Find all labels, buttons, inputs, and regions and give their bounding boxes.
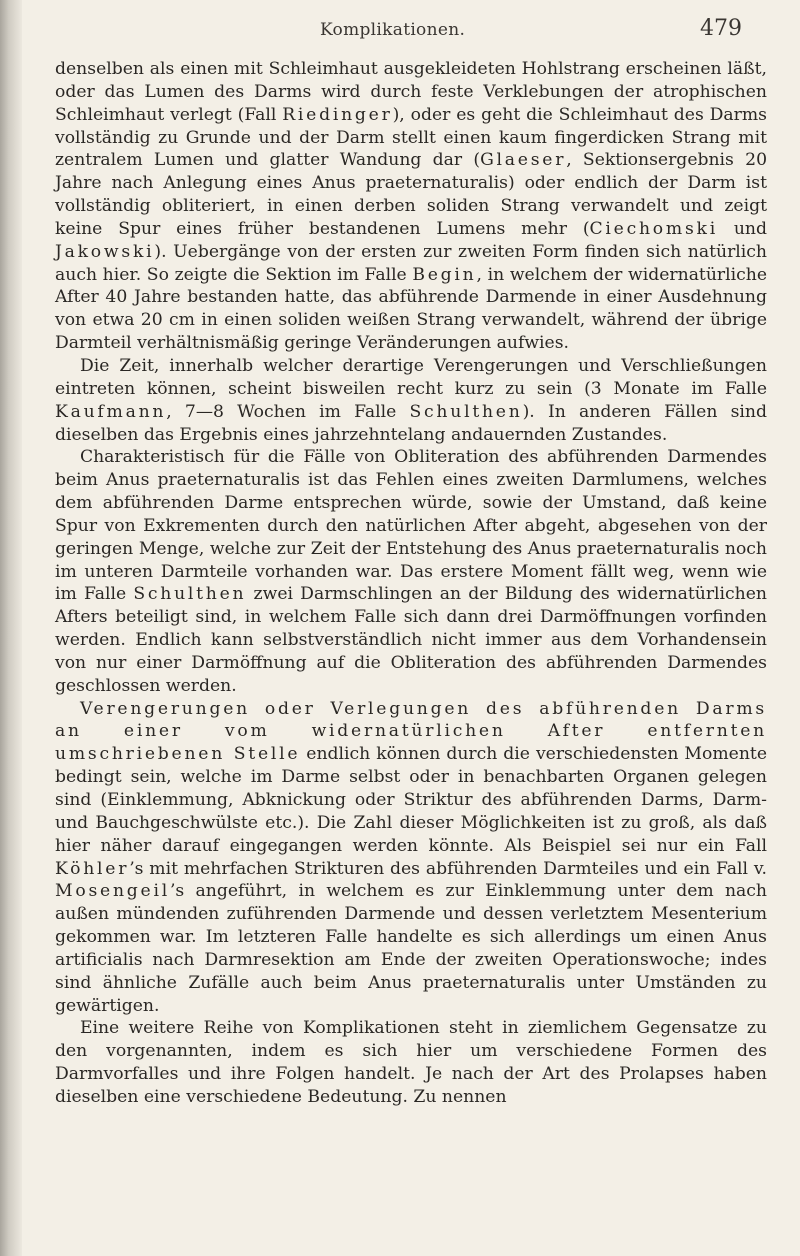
spaced-name: Kaufmann — [55, 401, 167, 422]
spaced-name: Schulthen — [133, 584, 247, 605]
paragraph-2 — [55, 355, 767, 446]
spaced-name: Köhler — [55, 858, 130, 879]
paragraph-1 — [55, 58, 767, 355]
text-run: Eine weitere Reihe von Komplikationen steht in ziemlichem Gegensatze zu den vorgenannten, indem es sich hier um verschiedene Formen des Darmvorfalles und ihre Folgen handelt. Je nach der Art des Prolapses haben dieselben eine verschiedene Bedeutung. Zu nennen — [55, 1018, 767, 1107]
paragraph-5 — [55, 1017, 767, 1108]
spaced-name: Mosengeil — [55, 881, 170, 902]
text-run: , in welchem der widernatürliche After 40 Jahre bestanden hatte, das abführende Darmende in einer Ausdehnung von etwa 20 cm in einen soliden weißen Strang verwandelt, während der übrige Darmteil verhältnismäßig geringe Veränderungen aufwies. — [55, 264, 767, 354]
text-run: denselben als einen mit Schleimhaut ausgekleideten Hohlstrang erscheinen läßt, oder das Lumen des Darms wird durch feste Verklebungen der atrophischen Schleimhaut verlegt (Fall — [55, 59, 767, 125]
spaced-name: Verengerungen oder Verlegungen des abführenden Darms an einer vom widernatürlichen After entfernten umschriebenen Stelle — [55, 698, 767, 765]
spaced-name: Begin — [412, 264, 477, 285]
paragraph-3 — [55, 446, 767, 697]
text-run: ’s mit mehrfachen Strikturen des abführenden Darmteiles und ein Fall v. — [129, 858, 767, 879]
text-run: endlich können durch die verschiedensten Momente bedingt sein, welche im Darme selbst oder in benachbarten Organen gelegen sind (Einklemmung, Abknickung oder Striktur des abführenden Darms, Darm- und Bauchgeschwülste etc.). Die Zahl dieser Möglichkeiten ist zu groß, als daß hier näher darauf eingegangen werden könnte. Als Beispiel sei nur ein Fall — [55, 744, 767, 856]
text-run: ’s angeführt, in welchem es zur Einklemmung unter dem nach außen mündenden zuführenden Darmende und dessen verletztem Mesenterium gekommen war. Im letzteren Falle handelte es sich allerdings um einen Anus artificialis nach Darmresektion am Ende der zweiten Operationswoche; indes sind ähnliche Zufälle auch beim Anus praeternaturalis unter Umständen zu gewärtigen. — [55, 881, 767, 1016]
page-edge-shadow — [0, 0, 22, 1256]
spaced-name: Riedinger — [282, 104, 393, 125]
paragraph-4 — [55, 698, 767, 1018]
text-run: ). In anderen Fällen sind dieselben das Ergebnis eines jahrzehntelang andauernden Zustandes. — [55, 401, 767, 445]
text-run: ), oder es geht die Schleimhaut des Darms vollständig zu Grunde und der Darm stellt einen kaum fingerdicken Strang mit zentralem Lumen und glatter Wandung dar ( — [55, 104, 768, 171]
running-title: Komplikationen. — [320, 20, 466, 40]
text-run: Charakteristisch für die Fälle von Obliteration des abführenden Darmendes beim Anus praeternaturalis ist das Fehlen eines zweiten Darmlumens, welches dem abführenden Darme entsprechen würde, sowie der Umstand, daß keine Spur von Exkrementen durch den natürlichen After abgeht, abgesehen von der geringen Menge, welche zur Zeit der Entstehung des Anus praeternaturalis noch im unteren Darmteile vorhanden war. Das erstere Moment fällt weg, wenn wie im Falle — [55, 447, 767, 605]
text-run: ). Uebergänge von der ersten zur zweiten Form finden sich natürlich auch hier. So zeigte die Sektion im Falle — [55, 241, 767, 285]
spaced-name: Glaeser — [480, 150, 567, 171]
page-number: 479 — [700, 16, 742, 41]
running-head — [0, 14, 800, 44]
body-text — [55, 58, 767, 1109]
text-run: zwei Darmschlingen an der Bildung des widernatürlichen Afters beteiligt sind, in welchem Falle sich dann drei Darmöffnungen vorfinden werden. Endlich kann selbstverständlich nicht immer aus dem Vorhandensein von nur einer Darmöffnung auf die Obliteration des abführenden Darmendes geschlossen werden. — [55, 584, 767, 696]
text-run: und — [717, 218, 767, 239]
spaced-name: Jakowski — [55, 241, 155, 262]
text-run: Die Zeit, innerhalb welcher derartige Verengerungen und Verschließungen eintreten können, scheint bisweilen recht kurz zu sein (3 Monate im Falle — [55, 355, 767, 399]
spaced-name: Ciechomski — [589, 218, 718, 239]
text-run: , Sektionsergebnis 20 Jahre nach Anlegung eines Anus praeternaturalis) oder endlich der Darm ist vollständig obliteriert, in einen derben soliden Strang verwandelt und zeigt keine Spur eines früher bestandenen Lumens mehr ( — [55, 150, 767, 239]
text-run: , 7—8 Wochen im Falle — [166, 401, 410, 422]
spaced-name: Schulthen — [409, 401, 523, 422]
